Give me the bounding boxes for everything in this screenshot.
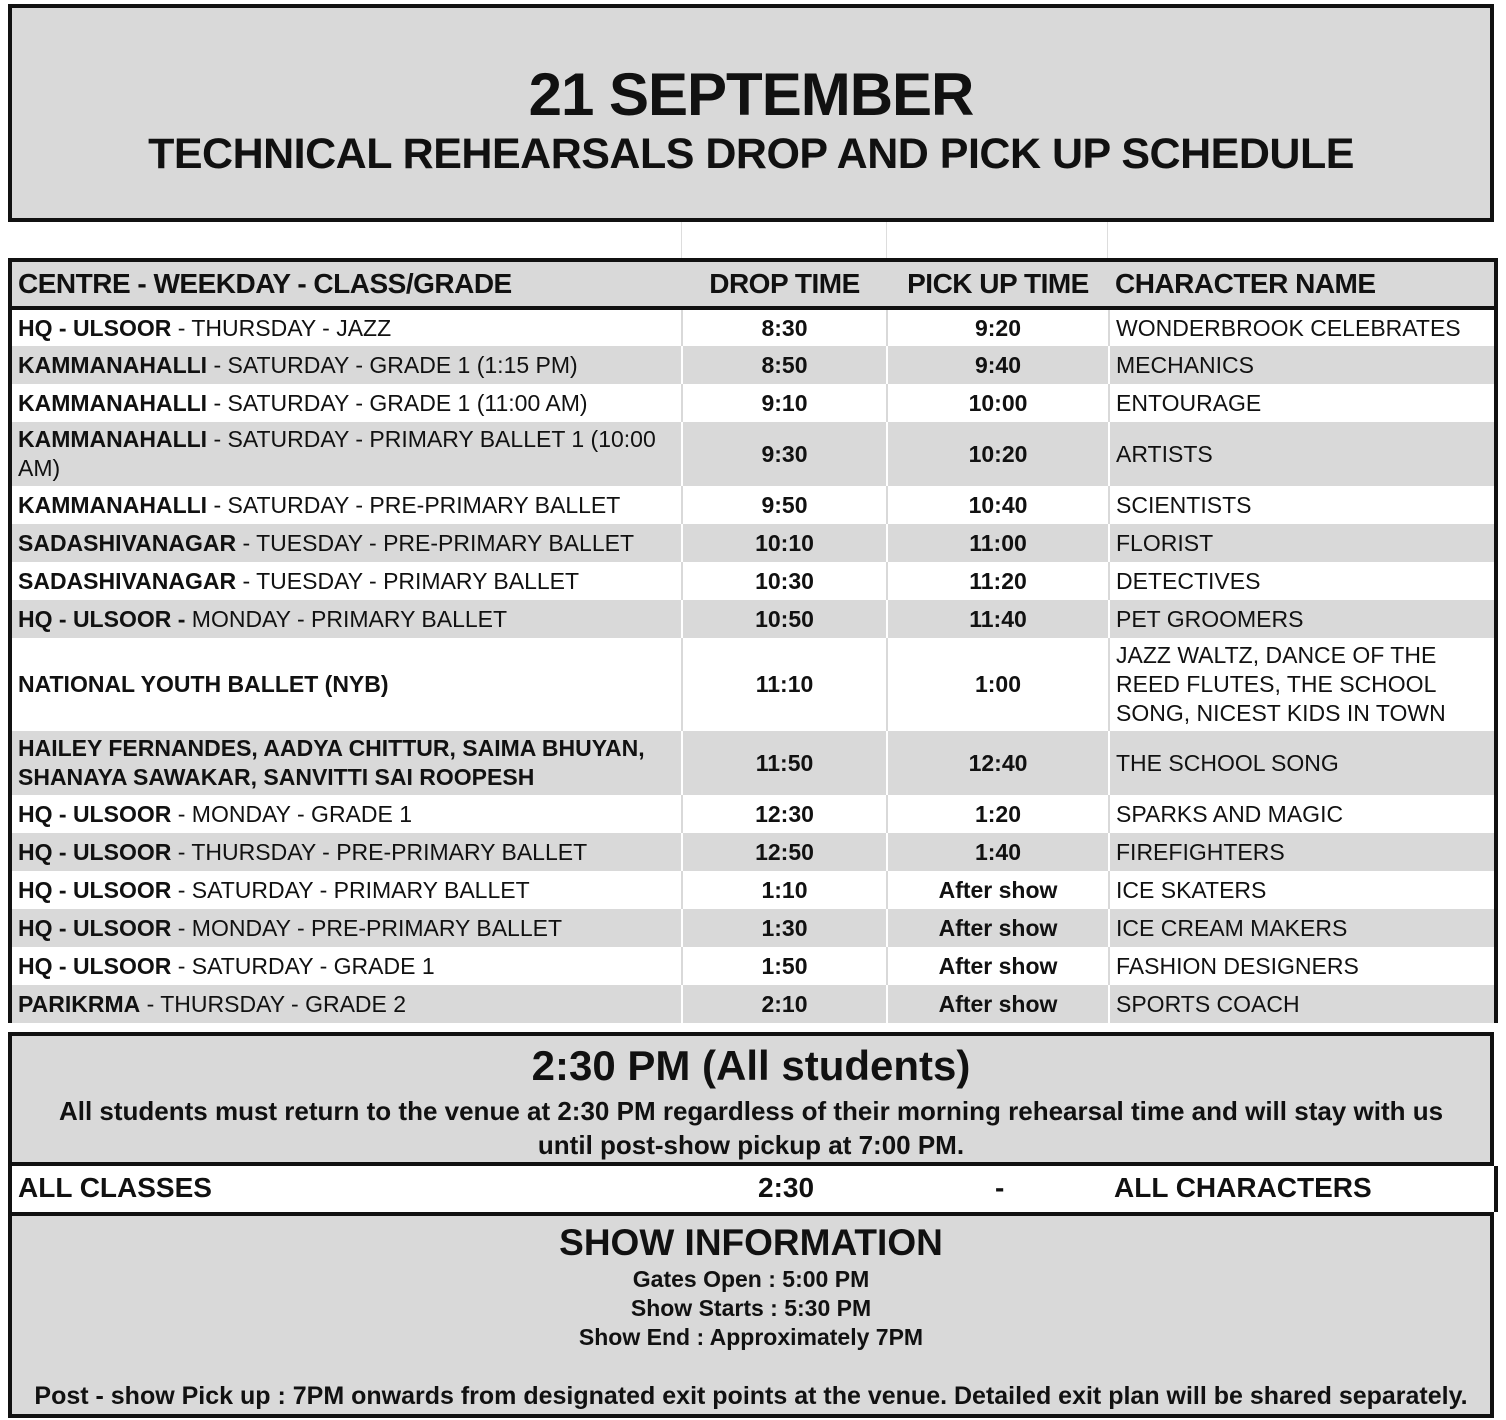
table-row (12, 600, 1494, 638)
row-character-name: FIREFIGHTERS (1109, 833, 1494, 871)
row-drop-time: 8:30 (682, 308, 887, 346)
row-character-name: JAZZ WALTZ, DANCE OF THE REED FLUTES, THE SCHOOL SONG, NICEST KIDS IN TOWN (1109, 638, 1494, 731)
gates-open-text: Gates Open : 5:00 PM (632, 1266, 870, 1292)
row-centre-class (12, 947, 682, 985)
row-pickup-time: After show (887, 909, 1109, 947)
row-pickup-time: 10:00 (887, 384, 1109, 422)
row-class-detail: - SATURDAY - PRE-PRIMARY BALLET (207, 491, 621, 518)
row-centre-name: KAMMANAHALLI (18, 491, 208, 518)
row-centre-class (12, 308, 682, 346)
row-centre-name: SADASHIVANAGAR (18, 529, 237, 556)
row-centre-name: PARIKRMA (18, 990, 141, 1017)
row-drop-time: 9:30 (682, 422, 887, 486)
row-centre-name: KAMMANAHALLI (18, 351, 208, 378)
row-centre-class (12, 833, 682, 871)
row-centre-name: HQ - ULSOOR - (18, 605, 186, 632)
row-centre-class (12, 422, 682, 486)
row-character-name: WONDERBROOK CELEBRATES (1109, 308, 1494, 346)
show-information (8, 1212, 1494, 1418)
row-class-detail: - TUESDAY - PRE-PRIMARY BALLET (236, 529, 635, 556)
table-row (12, 947, 1494, 985)
row-centre-class (12, 384, 682, 422)
row-pickup-time: 12:40 (887, 731, 1109, 795)
table-row (12, 638, 1494, 731)
row-centre-name: HQ - ULSOOR (18, 314, 172, 341)
row-character-name: ICE CREAM MAKERS (1109, 909, 1494, 947)
table-header-row (12, 262, 1494, 308)
row-centre-name: HQ - ULSOOR (18, 876, 172, 903)
row-pickup-time: 11:40 (887, 600, 1109, 638)
column-header-drop: DROP TIME (682, 262, 887, 308)
row-character-name: SPARKS AND MAGIC (1109, 795, 1494, 833)
return-notice-title: 2:30 PM (All students) (531, 1042, 971, 1089)
row-class-detail: - THURSDAY - GRADE 2 (140, 990, 407, 1017)
row-drop-time: 1:50 (682, 947, 887, 985)
table-row (12, 795, 1494, 833)
column-header-character: CHARACTER NAME (1109, 262, 1494, 308)
table-row (12, 422, 1494, 486)
table-row (12, 308, 1494, 346)
row-pickup-time: 11:00 (887, 524, 1109, 562)
row-centre-class (12, 795, 682, 833)
row-centre-class (12, 909, 682, 947)
row-centre-name: HAILEY FERNANDES, AADYA CHITTUR, SAIMA BHUYAN, SHANAYA SAWAKAR, SANVITTI SAI ROOPESH (18, 735, 645, 790)
all-classes-row (8, 1166, 1498, 1212)
row-class-detail: - SATURDAY - GRADE 1 (11:00 AM) (207, 389, 588, 416)
row-centre-name: NATIONAL YOUTH BALLET (NYB) (18, 671, 389, 697)
row-centre-class (12, 871, 682, 909)
table-row (12, 833, 1494, 871)
row-class-detail: - MONDAY - GRADE 1 (171, 800, 413, 827)
table-row (12, 486, 1494, 524)
table-row (12, 346, 1494, 384)
row-centre-name: KAMMANAHALLI (18, 426, 208, 452)
row-centre-name: HQ - ULSOOR (18, 952, 172, 979)
row-class-detail: - MONDAY - PRE-PRIMARY BALLET (171, 914, 563, 941)
row-character-name: FASHION DESIGNERS (1109, 947, 1494, 985)
show-info-title: SHOW INFORMATION (559, 1222, 943, 1263)
row-character-name: THE SCHOOL SONG (1109, 731, 1494, 795)
all-classes-drop: 2:30 (758, 1172, 815, 1203)
row-centre-class (12, 985, 682, 1023)
column-header-pickup: PICK UP TIME (887, 262, 1109, 308)
row-pickup-time: After show (887, 985, 1109, 1023)
row-drop-time: 1:10 (682, 871, 887, 909)
spacer-gridlines (0, 222, 1506, 258)
row-centre-class (12, 486, 682, 524)
row-character-name: ARTISTS (1109, 422, 1494, 486)
row-drop-time: 8:50 (682, 346, 887, 384)
row-drop-time: 10:10 (682, 524, 887, 562)
table-row (12, 985, 1494, 1023)
row-centre-class (12, 638, 682, 731)
row-centre-class (12, 600, 682, 638)
row-pickup-time: 1:40 (887, 833, 1109, 871)
page-subtitle: TECHNICAL REHEARSALS DROP AND PICK UP SCHEDULE (148, 130, 1354, 178)
row-character-name: PET GROOMERS (1109, 600, 1494, 638)
show-end-text: Show End : Approximately 7PM (578, 1324, 924, 1350)
row-pickup-time: After show (887, 947, 1109, 985)
all-characters-label: ALL CHARACTERS (1114, 1172, 1372, 1203)
table-row (12, 524, 1494, 562)
row-pickup-time: 10:20 (887, 422, 1109, 486)
page-title: 21 SEPTEMBER (528, 61, 974, 128)
row-drop-time: 9:10 (682, 384, 887, 422)
return-notice-text: All students must return to the venue at 2:30 PM regardless of their morning rehearsal time and will stay with us until post-show pickup at 7:00 PM. (58, 1096, 1444, 1160)
row-character-name: ICE SKATERS (1109, 871, 1494, 909)
show-starts-text: Show Starts : 5:30 PM (630, 1295, 872, 1321)
row-drop-time: 1:30 (682, 909, 887, 947)
table-row (12, 384, 1494, 422)
post-show-pickup-text: Post - show Pick up : 7PM onwards from designated exit points at the venue. Detailed exit plan will be shared separately. (34, 1382, 1468, 1410)
row-drop-time: 10:30 (682, 562, 887, 600)
row-class-detail: - TUESDAY - PRIMARY BALLET (236, 567, 580, 594)
row-centre-class (12, 562, 682, 600)
row-centre-name: HQ - ULSOOR (18, 800, 172, 827)
row-centre-class (12, 731, 682, 795)
row-class-detail: - SATURDAY - GRADE 1 (1:15 PM) (207, 351, 578, 378)
row-drop-time: 12:50 (682, 833, 887, 871)
row-centre-name: KAMMANAHALLI (18, 389, 208, 416)
row-drop-time: 11:10 (682, 638, 887, 731)
return-notice (8, 1032, 1494, 1166)
row-class-detail: - THURSDAY - JAZZ (171, 314, 392, 341)
row-pickup-time: 1:20 (887, 795, 1109, 833)
row-character-name: DETECTIVES (1109, 562, 1494, 600)
schedule-table (8, 258, 1498, 1023)
row-character-name: MECHANICS (1109, 346, 1494, 384)
header-banner (8, 4, 1494, 222)
row-drop-time: 9:50 (682, 486, 887, 524)
table-row (12, 731, 1494, 795)
row-pickup-time: 11:20 (887, 562, 1109, 600)
row-pickup-time: 9:40 (887, 346, 1109, 384)
row-character-name: SCIENTISTS (1109, 486, 1494, 524)
row-drop-time: 12:30 (682, 795, 887, 833)
all-classes-label: ALL CLASSES (18, 1172, 212, 1203)
row-class-detail: - SATURDAY - PRIMARY BALLET 1 (10:00 AM) (18, 426, 656, 481)
row-centre-class (12, 524, 682, 562)
table-row (12, 909, 1494, 947)
row-character-name: ENTOURAGE (1109, 384, 1494, 422)
row-class-detail: MONDAY - PRIMARY BALLET (185, 605, 508, 632)
row-centre-name: HQ - ULSOOR (18, 838, 172, 865)
row-pickup-time: 9:20 (887, 308, 1109, 346)
column-header-centre: CENTRE - WEEKDAY - CLASS/GRADE (12, 262, 682, 308)
row-character-name: SPORTS COACH (1109, 985, 1494, 1023)
row-character-name: FLORIST (1109, 524, 1494, 562)
row-pickup-time: 10:40 (887, 486, 1109, 524)
row-class-detail: - SATURDAY - PRIMARY BALLET (171, 876, 530, 903)
table-row (12, 871, 1494, 909)
table-row (12, 562, 1494, 600)
row-class-detail: - THURSDAY - PRE-PRIMARY BALLET (171, 838, 588, 865)
row-centre-class (12, 346, 682, 384)
row-pickup-time: 1:00 (887, 638, 1109, 731)
row-class-detail: - SATURDAY - GRADE 1 (171, 952, 435, 979)
row-drop-time: 11:50 (682, 731, 887, 795)
row-centre-name: HQ - ULSOOR (18, 914, 172, 941)
row-centre-name: SADASHIVANAGAR (18, 567, 237, 594)
row-pickup-time: After show (887, 871, 1109, 909)
all-classes-pickup: - (995, 1172, 1005, 1203)
row-drop-time: 2:10 (682, 985, 887, 1023)
row-drop-time: 10:50 (682, 600, 887, 638)
